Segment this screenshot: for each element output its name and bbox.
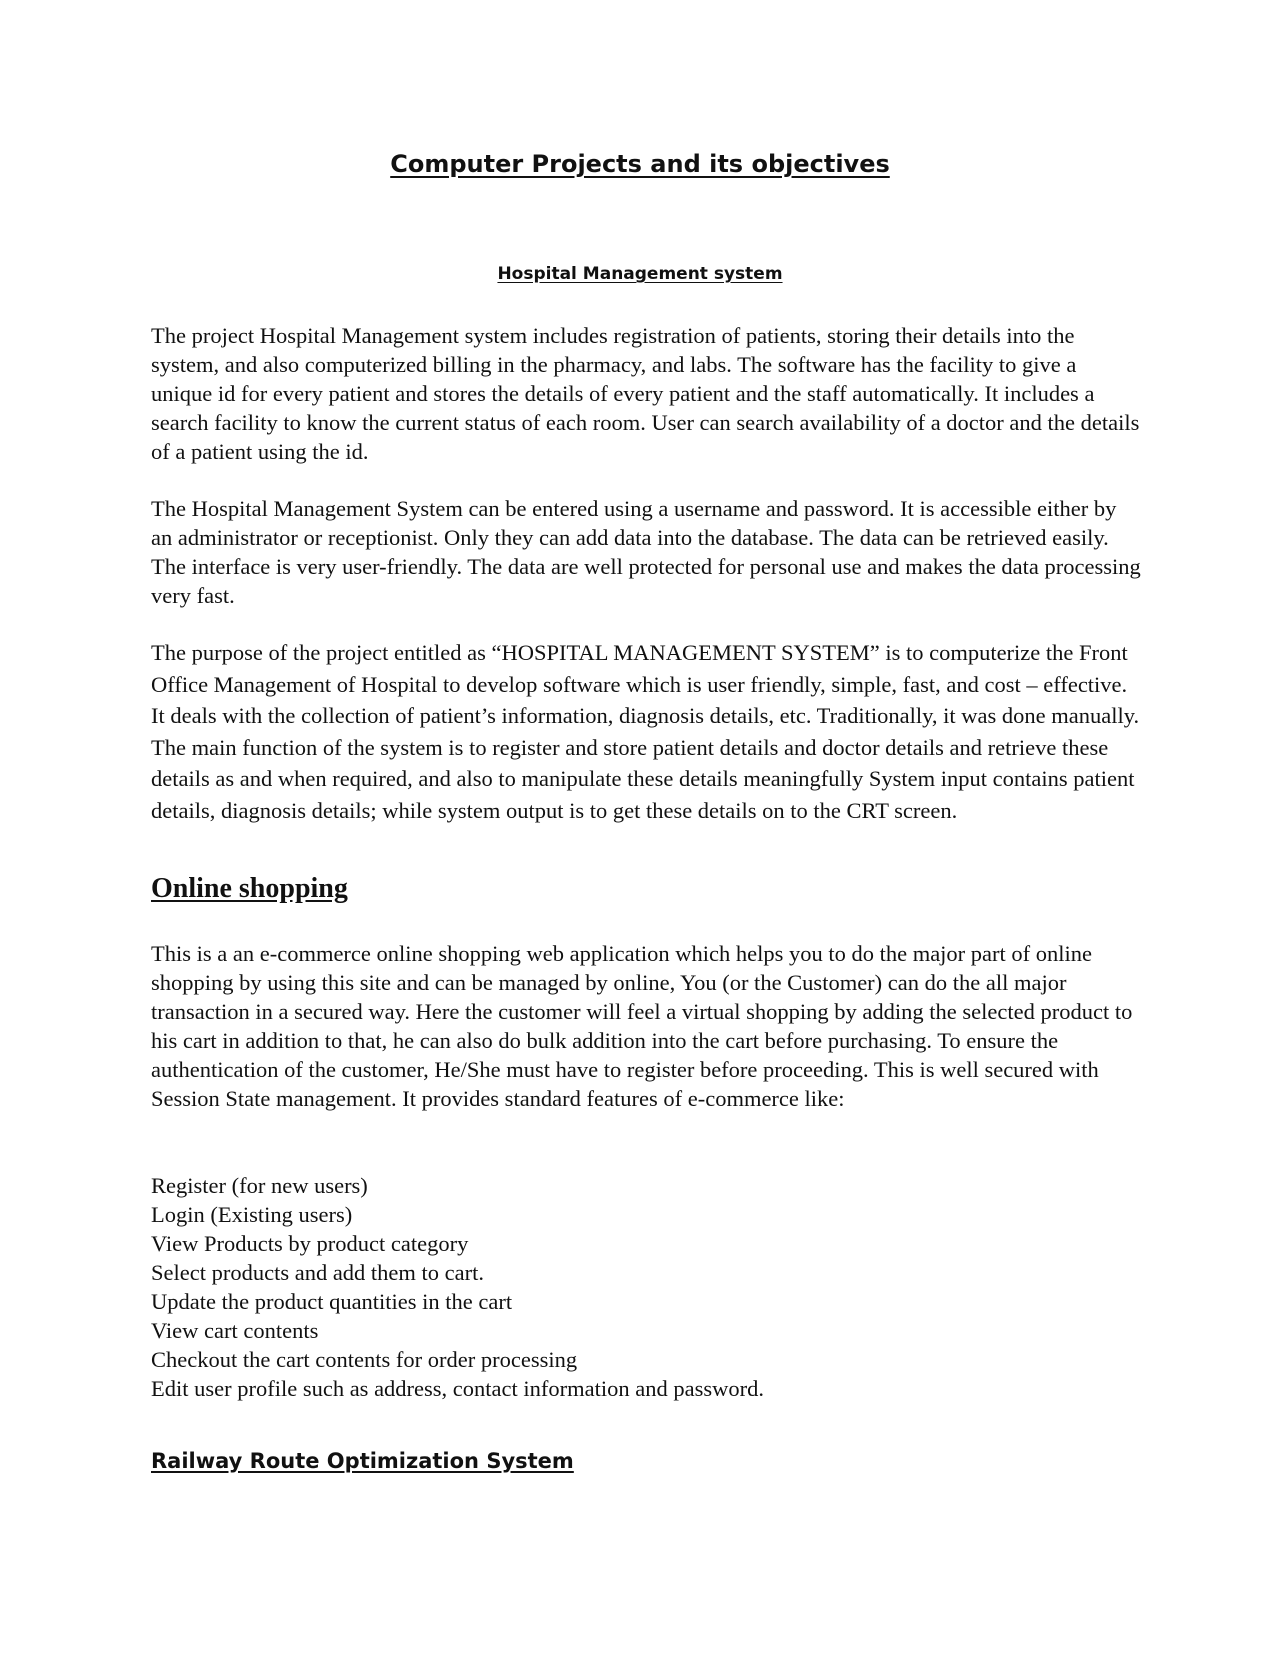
railway-section-heading: Railway Route Optimization System	[151, 1449, 574, 1473]
page-title: Computer Projects and its objectives	[390, 150, 890, 178]
hospital-paragraph-1: The project Hospital Management system includes registration of patients, storing their details into the system, and also computerized billing in the pharmacy, and labs. The software has the facility to give a unique id for every patient and stores the details of every patient and the staff automatically. It includes a search facility to know the current status of each room. User can search availability of a doctor and the details of a patient using the id.	[151, 323, 1140, 464]
list-item: Register (for new users)	[151, 1173, 368, 1198]
list-item: Update the product quantities in the cart	[151, 1289, 513, 1314]
list-item: View Products by product category	[151, 1231, 469, 1256]
hospital-paragraph-2: The Hospital Management System can be entered using a username and password. It is accessible either by an administrator or receptionist. Only they can add data into the database. The data can be retrieved easily. The interface is very user-friendly. The data are well protected for personal use and makes the data processing very fast.	[151, 496, 1141, 608]
shopping-feature-list	[151, 1171, 1141, 1403]
list-item: Select products and add them to cart.	[151, 1260, 485, 1285]
list-item: View cart contents	[151, 1318, 319, 1343]
hospital-section-heading: Hospital Management system	[497, 264, 783, 284]
shopping-paragraph: This is a an e-commerce online shopping web application which helps you to do the major part of online shopping by using this site and can be managed by online, You (or the Customer) can do the all major transaction in a secured way. Here the customer will feel a virtual shopping by adding the selected product to his cart in addition to that, he can also do bulk addition into the cart before purchasing. To ensure the authentication of the customer, He/She must have to register before proceeding. This is well secured with Session State management. It provides standard features of e-commerce like:	[151, 941, 1133, 1111]
online-shopping-heading: Online shopping	[151, 873, 348, 904]
hospital-paragraph-3: The purpose of the project entitled as “HOSPITAL MANAGEMENT SYSTEM” is to computerize the Front Office Management of Hospital to develop software which is user friendly, simple, fast, and cost – effective. It deals with the collection of patient’s information, diagnosis details, etc. Traditionally, it was done manually. The main function of the system is to register and store patient details and doctor details and retrieve these details as and when required, and also to manipulate these details meaningfully System input contains patient details, diagnosis details; while system output is to get these details on to the CRT screen.	[151, 640, 1140, 823]
list-item: Edit user profile such as address, contact information and password.	[151, 1376, 764, 1401]
list-item: Checkout the cart contents for order processing	[151, 1347, 578, 1372]
list-item: Login (Existing users)	[151, 1202, 353, 1227]
